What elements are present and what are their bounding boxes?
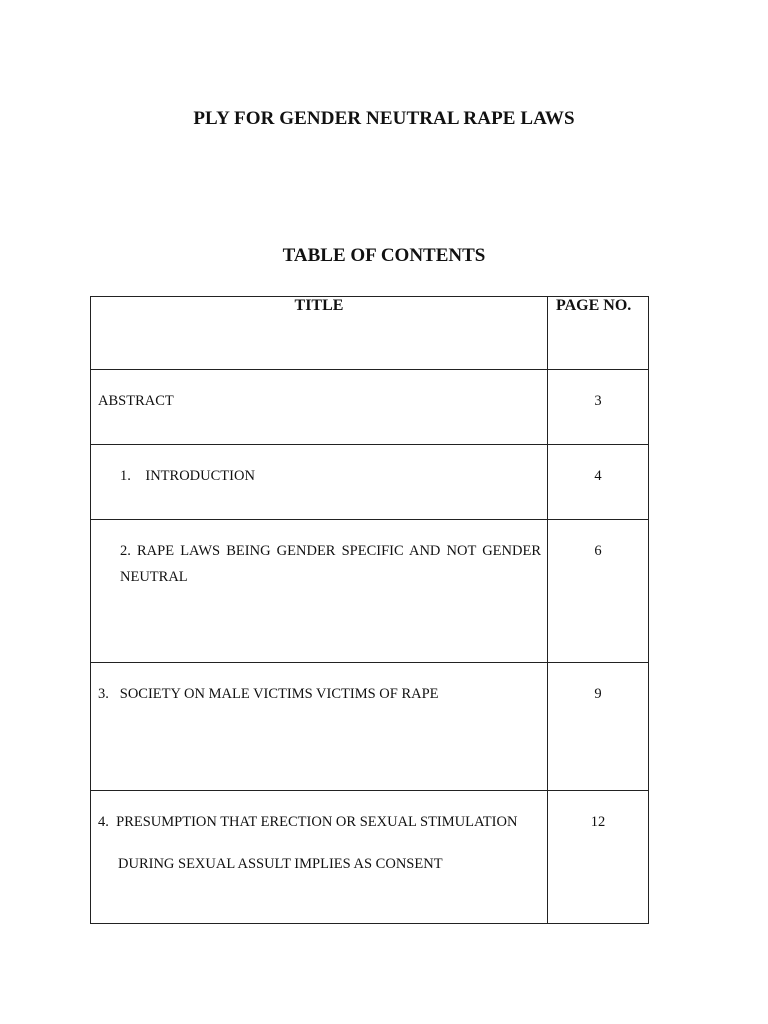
- row-title: [91, 663, 548, 791]
- row-page-number: 4: [548, 445, 649, 520]
- row-number: 4.: [98, 814, 109, 830]
- row-number: 3.: [98, 686, 109, 702]
- row-title: [91, 520, 548, 663]
- row-page-number: 6: [548, 520, 649, 663]
- toc-header-row: [91, 297, 649, 370]
- row-title: [91, 370, 548, 445]
- row-page-number: 9: [548, 663, 649, 791]
- table-row: [91, 370, 649, 445]
- title-column-header: TITLE: [91, 297, 548, 370]
- row-title: [91, 445, 548, 520]
- row-title-text: 2. RAPE LAWS BEING GENDER SPECIFIC AND NOT GENDER NEUTRAL: [120, 543, 541, 585]
- document-title: PLY FOR GENDER NEUTRAL RAPE LAWS: [193, 108, 575, 129]
- table-row: [91, 791, 649, 924]
- table-of-contents: [90, 296, 649, 924]
- table-row: [91, 663, 649, 791]
- row-title-text: SOCIETY ON MALE VICTIMS VICTIMS OF RAPE: [119, 686, 439, 702]
- row-title-text: ABSTRACT: [98, 393, 174, 409]
- row-title: [91, 791, 548, 924]
- page-column-header: PAGE NO.: [548, 297, 649, 370]
- row-title-continuation: DURING SEXUAL ASSULT IMPLIES AS CONSENT: [118, 856, 443, 872]
- row-title-text: INTRODUCTION: [145, 468, 255, 484]
- row-number: 1.: [120, 468, 131, 484]
- toc-heading: TABLE OF CONTENTS: [282, 245, 486, 266]
- row-page-number: 12: [548, 791, 649, 924]
- table-row: [91, 445, 649, 520]
- row-page-number: 3: [548, 370, 649, 445]
- row-title-text: PRESUMPTION THAT ERECTION OR SEXUAL STIMULATION: [116, 814, 518, 830]
- table-row: [91, 520, 649, 663]
